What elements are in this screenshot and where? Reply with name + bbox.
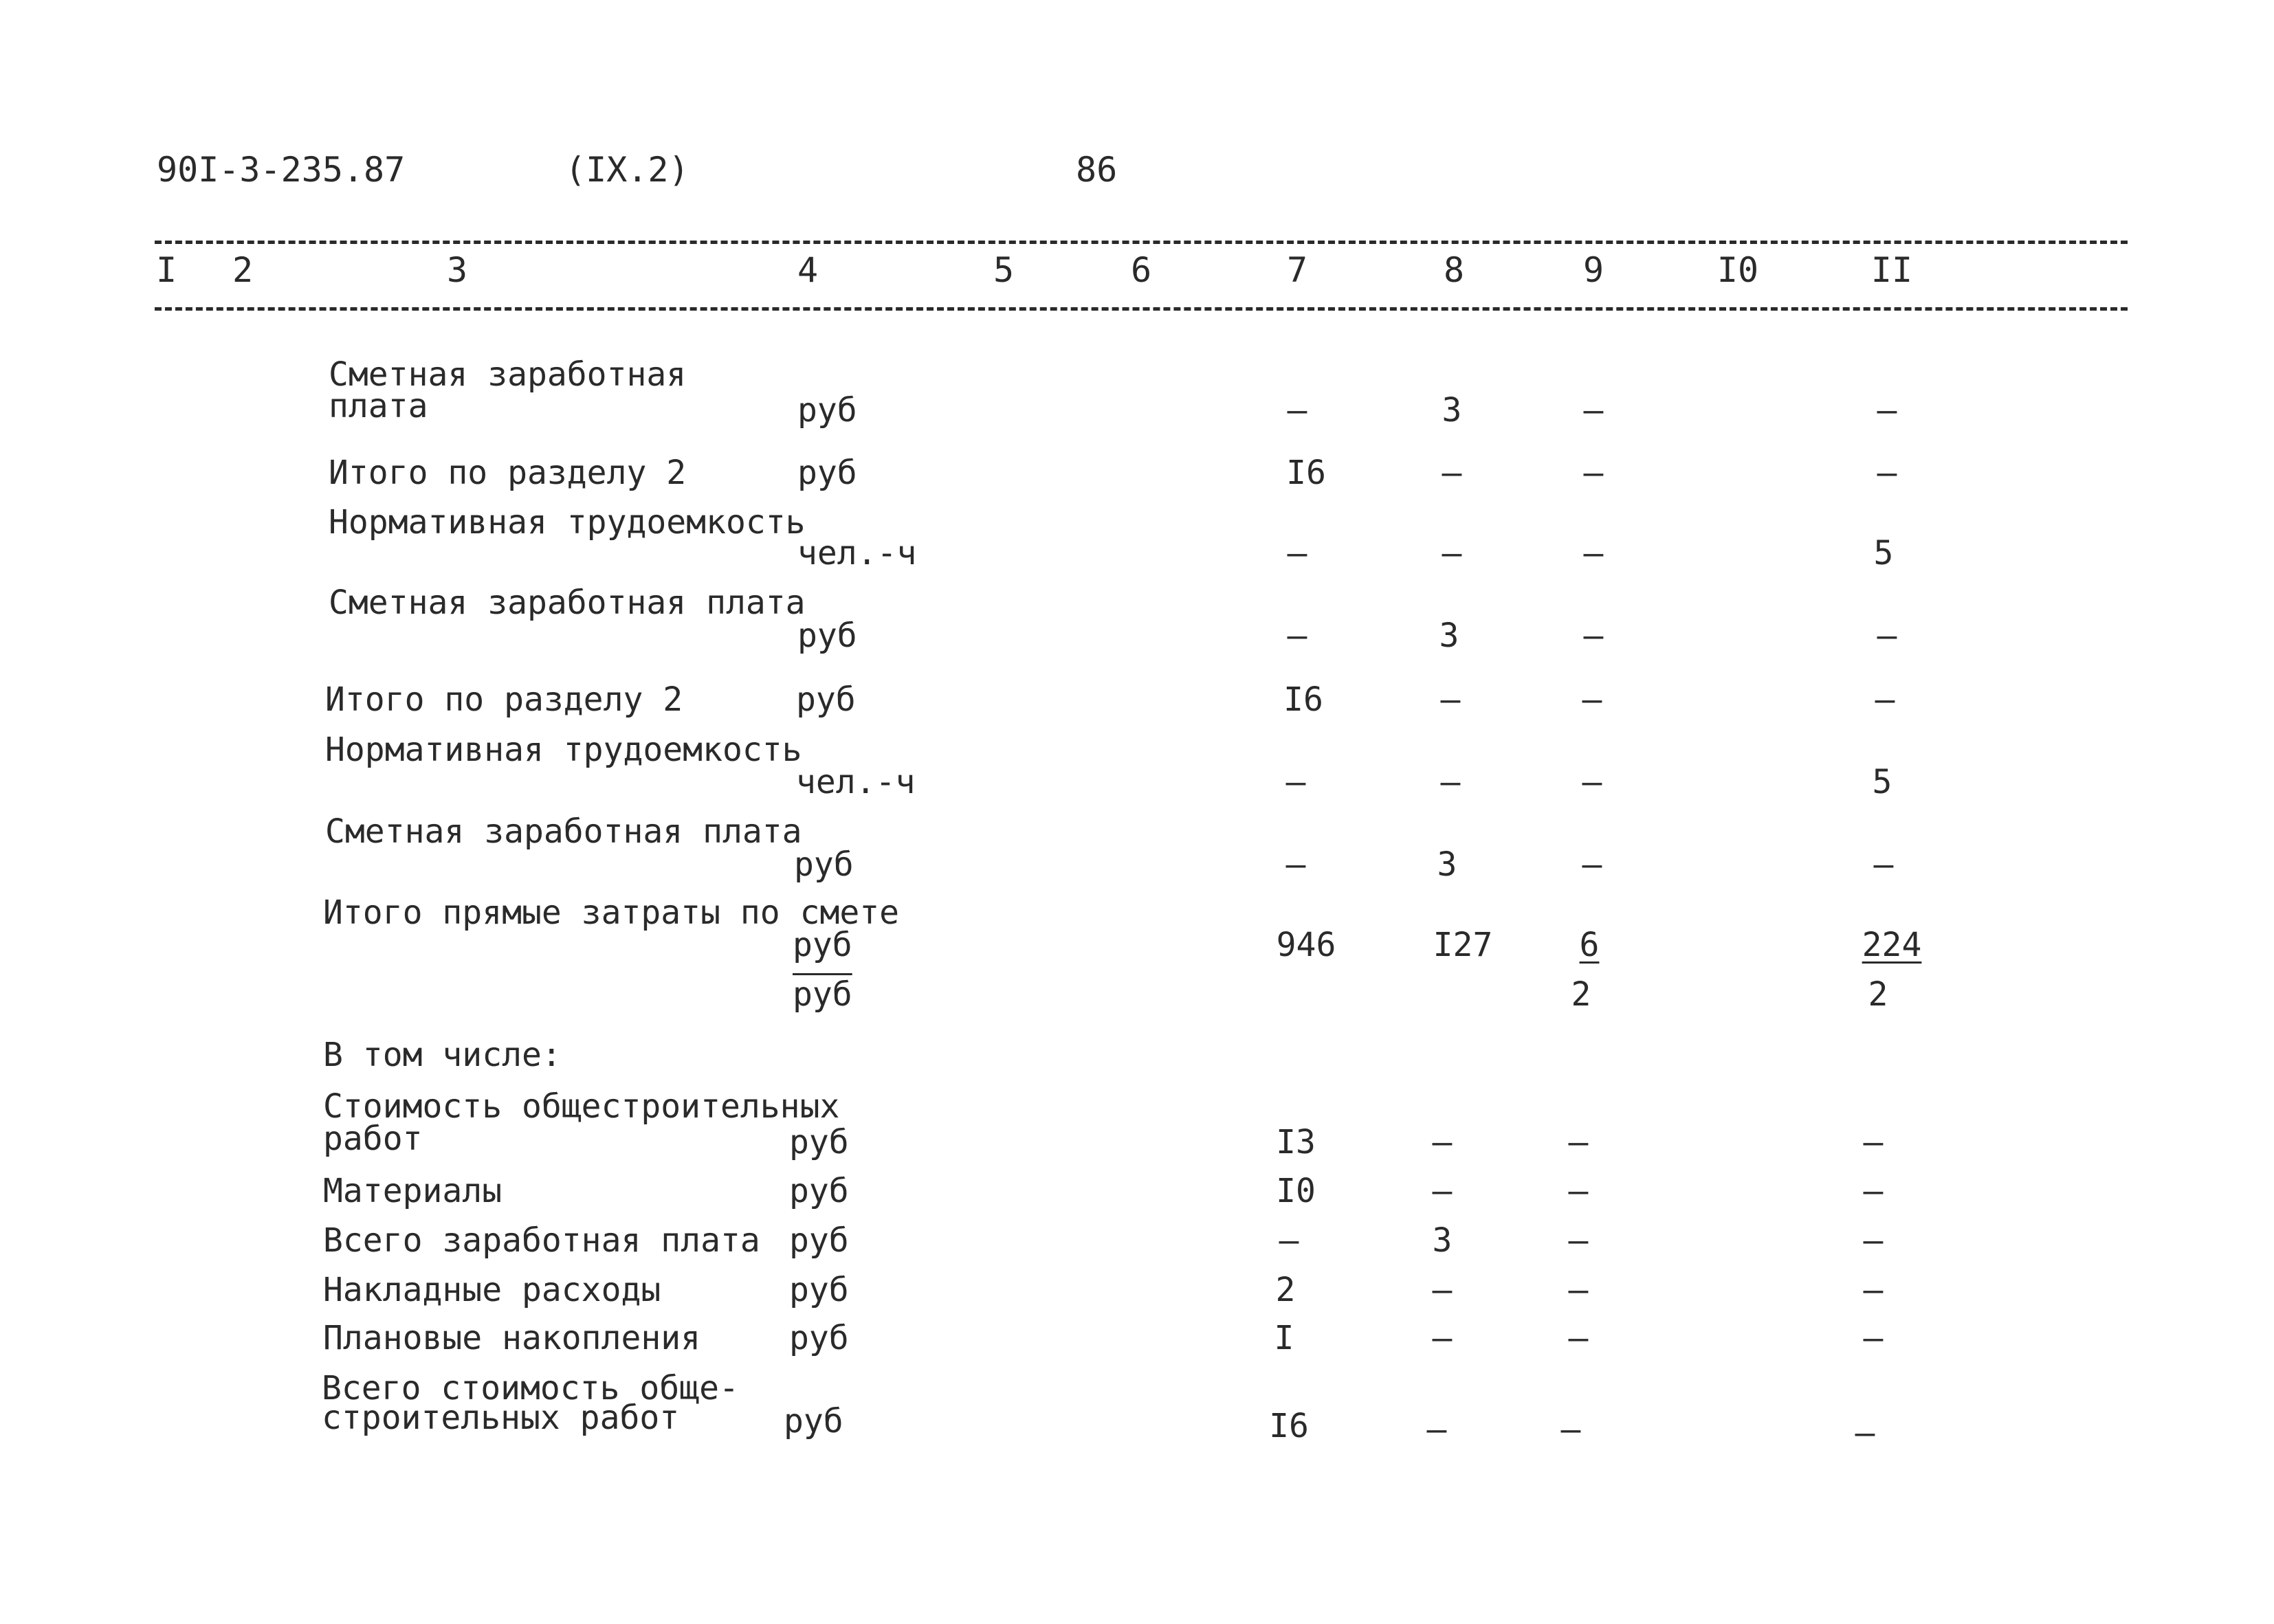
cell-col9: – (1583, 534, 1604, 572)
cell-col7: – (1287, 616, 1307, 655)
cell-col8: I27 (1433, 926, 1493, 964)
cell-col11: – (1863, 1172, 1884, 1210)
cell-col11: – (1875, 680, 1895, 719)
cell-col9: – (1583, 454, 1604, 492)
row-label: Накладные расходы (323, 1271, 661, 1309)
row-unit: руб (794, 845, 854, 884)
row-label: Итого по разделу 2 (325, 680, 683, 719)
cell-col11: – (1855, 1414, 1875, 1452)
cell-col8: – (1440, 763, 1461, 801)
cell-col11: – (1877, 616, 1897, 655)
cell-col11: 5 (1872, 763, 1892, 801)
cell-col8: – (1442, 454, 1462, 492)
row-label: Итого прямые затраты по смете (323, 893, 900, 932)
column-number-11: II (1870, 250, 1913, 290)
column-number-8: 8 (1443, 250, 1465, 290)
row-unit: руб (789, 1221, 849, 1260)
column-number-10: I0 (1716, 250, 1759, 290)
cell-col9: – (1582, 680, 1602, 719)
cell-col7: I6 (1283, 680, 1323, 719)
cell-col8: – (1440, 680, 1461, 719)
cell-col8: 3 (1442, 391, 1462, 430)
cell-col7: – (1285, 845, 1306, 884)
column-number-7: 7 (1286, 250, 1308, 290)
column-number-6: 6 (1130, 250, 1152, 290)
row-unit: руб (789, 1271, 849, 1309)
cell-col9: – (1568, 1271, 1589, 1309)
section-reference: (IX.2) (565, 150, 689, 190)
cell-col11: – (1877, 391, 1897, 430)
cell-col9: – (1568, 1172, 1589, 1210)
row-unit: руб (797, 454, 857, 492)
row-label: Всего стоимость обще- (322, 1369, 739, 1408)
row-label: Нормативная трудоемкость (329, 503, 806, 542)
cell-col9: – (1568, 1319, 1589, 1357)
cell-col7: – (1285, 763, 1306, 801)
cell-col8: – (1432, 1271, 1453, 1309)
row-label: Плановые накопления (323, 1319, 701, 1357)
cell-col11: – (1873, 845, 1894, 884)
cell-col7: I6 (1286, 454, 1326, 492)
row-label: Нормативная трудоемкость (325, 731, 802, 769)
cell-col8: – (1426, 1410, 1447, 1449)
row-label: работ (323, 1120, 423, 1158)
row-label: Сметная заработная (329, 355, 687, 394)
cell-col7: I3 (1276, 1123, 1316, 1161)
cell-col8: 3 (1432, 1221, 1453, 1260)
cell-col8: – (1432, 1319, 1453, 1357)
row-unit: руб (797, 391, 857, 430)
row-label: Сметная заработная плата (325, 812, 802, 851)
cell-col8: 3 (1437, 845, 1457, 884)
cell-col11: – (1863, 1319, 1884, 1357)
cell-col7: – (1287, 534, 1307, 572)
cell-col8: – (1432, 1123, 1453, 1161)
row-unit: руб (793, 926, 852, 964)
cell-col11-denominator: 2 (1868, 975, 1888, 1014)
row-unit: руб (784, 1402, 843, 1441)
cell-col11: – (1863, 1221, 1884, 1260)
cell-col11: – (1877, 454, 1897, 492)
cell-col7: I0 (1276, 1172, 1316, 1210)
row-unit: руб (797, 616, 857, 655)
cell-col7: 2 (1275, 1271, 1296, 1309)
cell-col9: – (1583, 616, 1604, 655)
cell-col9: – (1583, 391, 1604, 430)
column-number-2: 2 (232, 250, 254, 290)
cell-col8: 3 (1439, 616, 1459, 655)
row-unit: руб (796, 680, 856, 719)
column-number-1: I (155, 250, 177, 290)
row-unit-secondary: руб (793, 975, 852, 1014)
row-unit: руб (789, 1319, 849, 1357)
row-label: плата (329, 387, 428, 425)
row-unit: руб (789, 1172, 849, 1210)
cell-col7: – (1279, 1221, 1299, 1260)
cell-col8: – (1442, 534, 1462, 572)
header-rule-top (155, 241, 2128, 244)
row-unit: чел.-ч (797, 534, 917, 572)
cell-col7: I (1274, 1319, 1294, 1357)
row-label: В том числе: (323, 1036, 562, 1074)
cell-col9-numerator: 6 (1579, 926, 1600, 964)
row-unit: чел.-ч (796, 763, 916, 801)
column-number-3: 3 (446, 250, 468, 290)
cell-col7: – (1287, 391, 1307, 430)
row-label: Сметная заработная плата (329, 583, 806, 622)
cell-col11: – (1863, 1271, 1884, 1309)
column-number-4: 4 (797, 250, 819, 290)
column-number-5: 5 (993, 250, 1015, 290)
cell-col7: 946 (1276, 926, 1336, 964)
cell-col8: – (1432, 1172, 1453, 1210)
document-code: 90I-3-235.87 (157, 150, 406, 190)
page-number: 86 (1076, 150, 1118, 190)
cell-col9: – (1582, 845, 1602, 884)
header-rule-bottom (155, 307, 2128, 311)
cell-col9: – (1560, 1410, 1581, 1449)
row-label: Материалы (323, 1172, 503, 1210)
cell-col7: I6 (1269, 1407, 1309, 1445)
cell-col11: 5 (1873, 534, 1894, 572)
row-unit: руб (789, 1123, 849, 1161)
cell-col11: – (1863, 1123, 1884, 1161)
row-label: строительных работ (322, 1399, 680, 1437)
cell-col9: – (1582, 763, 1602, 801)
cell-col9-denominator: 2 (1571, 975, 1591, 1014)
row-label: Всего заработная плата (323, 1221, 760, 1260)
cell-col9: – (1568, 1221, 1589, 1260)
row-label: Итого по разделу 2 (329, 454, 687, 492)
cell-col11-numerator: 224 (1862, 926, 1922, 964)
column-number-9: 9 (1582, 250, 1604, 290)
row-label: Стоимость общестроительных (323, 1087, 840, 1126)
cell-col9: – (1568, 1123, 1589, 1161)
